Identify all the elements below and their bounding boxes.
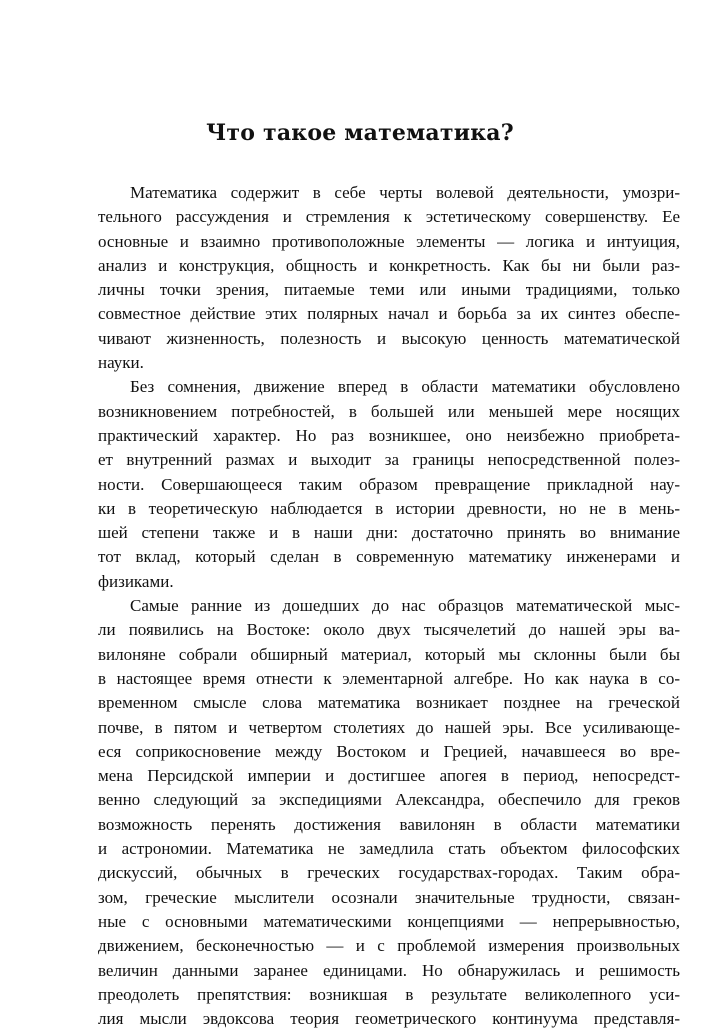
text-line: физиками. bbox=[98, 571, 174, 591]
text-line: чивают жизненность, полезность и высокую ценность математической bbox=[98, 328, 680, 348]
text-line: временном смысле слова математика возникает позднее на греческой bbox=[98, 693, 680, 713]
text-line: дискуссий, обычных в греческих государствах-городах. Таким обра- bbox=[98, 863, 680, 883]
text-line: лия мысли эвдоксова теория геометрического континуума представля- bbox=[98, 1009, 680, 1029]
text-line: венно следующий за экспедициями Александра, обеспечило для греков bbox=[98, 790, 680, 810]
text-line: Математика содержит в себе черты волевой деятельности, умозри- bbox=[130, 183, 680, 202]
text-line: науки. bbox=[98, 353, 144, 373]
text-line: мена Персидской империи и достигшее апогея в период, непосредст- bbox=[98, 766, 680, 786]
text-line: вилоняне собрали обширный материал, который мы склонны были бы bbox=[98, 644, 680, 664]
text-line: зом, греческие мыслители осознали значительные трудности, связан- bbox=[98, 887, 680, 907]
text-line: шей степени также и в наши дни: достаточно принять во внимание bbox=[98, 523, 680, 543]
text-line: тот вклад, который сделан в современную математику инженерами и bbox=[98, 547, 680, 567]
text-line: совместное действие этих полярных начал и борьба за их синтез обеспе- bbox=[98, 304, 680, 324]
text-line: практический характер. Но раз возникшее, оно неизбежно приобрета- bbox=[98, 425, 680, 445]
text-line: почве, в пятом и четвертом столетиях до нашей эры. Все усиливающе- bbox=[98, 717, 680, 737]
text-line: ные с основными математическими концепциями — непрерывностью, bbox=[98, 911, 680, 931]
text-line: движением, бесконечностью — и с проблемой измерения произвольных bbox=[98, 936, 680, 956]
text-line: Без сомнения, движение вперед в области математики обусловлено bbox=[130, 377, 680, 397]
text-line: в настоящее время отнести к элементарной алгебре. Но как наука в со- bbox=[98, 668, 680, 688]
text-line: ет внутренний размах и выходит за границы непосредственной полез- bbox=[98, 450, 680, 470]
text-line: ки в теоретическую наблюдается в истории древности, но не в мень- bbox=[98, 498, 680, 518]
text-line: основные и взаимно противоположные элементы — логика и интуиция, bbox=[98, 231, 680, 251]
text-line: и астрономии. Математика не замедлила стать объектом философских bbox=[98, 839, 680, 859]
page-title: Что такое математика? bbox=[206, 120, 514, 146]
text-line: преодолеть препятствия: возникшая в результате великолепного уси- bbox=[98, 984, 680, 1004]
body-text bbox=[98, 181, 680, 1031]
text-line: ности. Совершающееся таким образом превращение прикладной нау- bbox=[98, 474, 680, 494]
text-line: личны точки зрения, питаемые теми или иными традициями, только bbox=[98, 280, 680, 300]
text-line: тельного рассуждения и стремления к эстетическому совершенству. Ее bbox=[98, 207, 680, 227]
text-line: возникновением потребностей, в большей или меньшей мере носящих bbox=[98, 401, 680, 421]
text-line: возможность перенять достижения вавилонян в области математики bbox=[98, 814, 680, 834]
text-line: анализ и конструкция, общность и конкретность. Как бы ни были раз- bbox=[98, 255, 680, 275]
text-line: еся соприкосновение между Востоком и Грецией, начавшееся во вре- bbox=[98, 741, 680, 761]
text-line: Самые ранние из дошедших до нас образцов математической мыс- bbox=[130, 596, 680, 616]
text-line: ли появились на Востоке: около двух тысячелетий до нашей эры ва- bbox=[98, 620, 680, 640]
text-line: величин данными заранее единицами. Но обнаружилась и решимость bbox=[98, 960, 680, 980]
